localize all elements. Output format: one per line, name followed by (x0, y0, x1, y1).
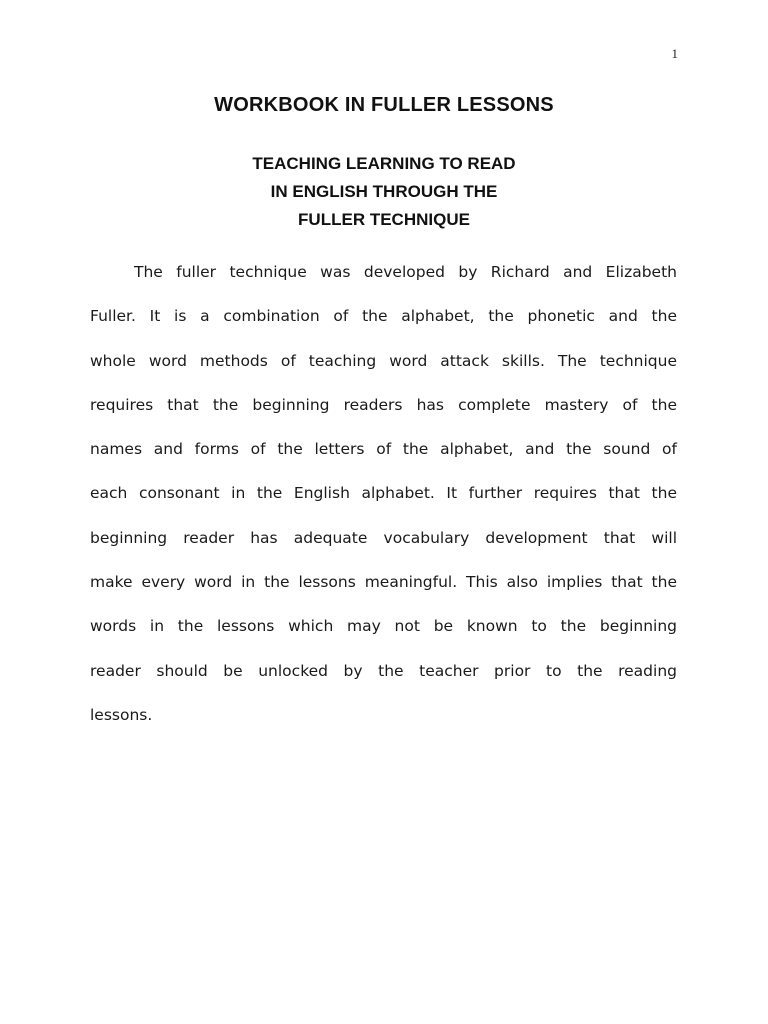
paragraph-line: The fuller technique was developed by Richard and Elizabeth (134, 263, 677, 281)
document-subtitle (0, 150, 768, 234)
paragraph-line: names and forms of the letters of the alphabet, and the sound of (90, 440, 677, 459)
page-number: 1 (671, 46, 678, 61)
subtitle-line: FULLER TECHNIQUE (298, 210, 470, 229)
paragraph-line: make every word in the lessons meaningful. This also implies that the (90, 573, 677, 592)
subtitle-line: TEACHING LEARNING TO READ (252, 154, 516, 173)
paragraph-line: each consonant in the English alphabet. It further requires that the (90, 484, 677, 503)
document-title: WORKBOOK IN FULLER LESSONS (214, 94, 554, 116)
paragraph-line: beginning reader has adequate vocabulary development that will (90, 528, 677, 547)
paragraph-line: lessons. (90, 705, 153, 724)
paragraph-line: whole word methods of teaching word attack skills. The technique (90, 351, 677, 370)
paragraph-line: words in the lessons which may not be known to the beginning (90, 617, 677, 636)
paragraph-line: reader should be unlocked by the teacher prior to the reading (90, 661, 677, 680)
subtitle-line: IN ENGLISH THROUGH THE (270, 182, 498, 201)
body-paragraph (90, 250, 677, 737)
paragraph-line: Fuller. It is a combination of the alphabet, the phonetic and the (90, 307, 677, 326)
paragraph-line: requires that the beginning readers has complete mastery of the (90, 395, 677, 414)
